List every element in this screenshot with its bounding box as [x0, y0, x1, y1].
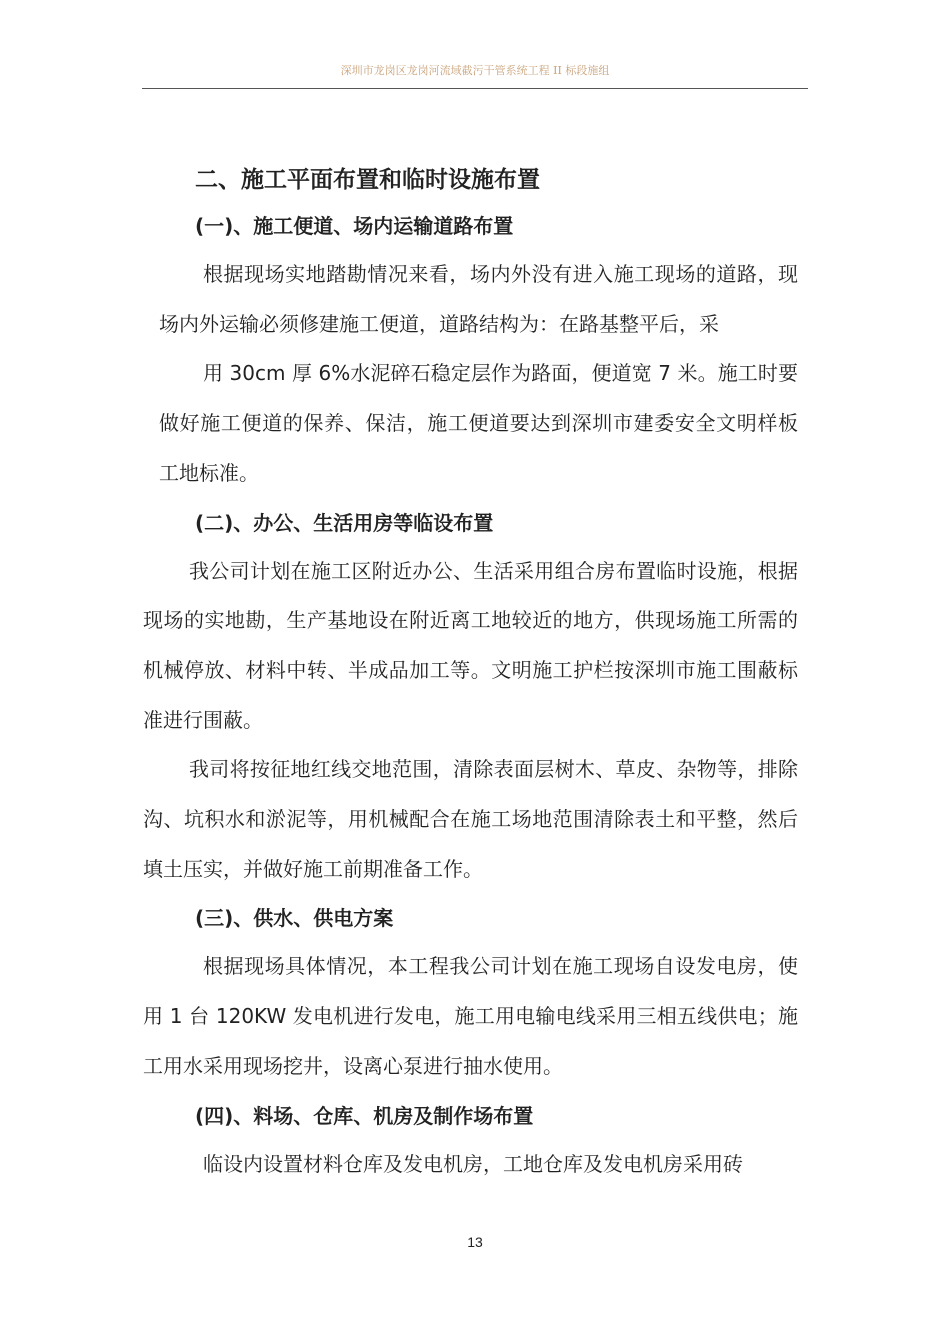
paragraph: 我司将按征地红线交地范围，清除表面层树木、草皮、杂物等，排除沟、坑积水和淤泥等，用机械配合在施工场地范围清除表土和平整，然后填土压实，并做好施工前期准备工作。 — [143, 757, 798, 881]
page-number: 13 — [467, 1234, 483, 1250]
subsection-heading-1: (一)、施工便道、场内运输道路布置 — [195, 214, 514, 238]
subsection-heading-4: (四)、料场、仓库、机房及制作场布置 — [195, 1103, 534, 1128]
paragraph: 根据现场具体情况，本工程我公司计划在施工现场自设发电房，使用 1 台 120KW 发电机进行发电，施工用电输电线采用三相五线供电；施工用水采用现场挖井，设离心泵进行抽水使用。 — [143, 954, 798, 1078]
subsection-heading-3: (三)、供水、供电方案 — [195, 906, 394, 931]
subsection-heading-2: (二)、办公、生活用房等临设布置 — [195, 510, 494, 535]
paragraph: 我公司计划在施工区附近办公、生活采用组合房布置临时设施，根据现场的实地勘，生产基地设在附近离工地较近的地方，供现场施工所需的机械停放、材料中转、半成品加工等。文明施工护栏按深圳市施工围蔽标准进行围蔽。 — [143, 558, 798, 732]
paragraph: 根据现场实地踏勘情况来看，场内外没有进入施工现场的道路，现场内外运输必须修建施工便道，道路结构为：在路基整平后，采 — [159, 262, 798, 336]
section-title: 二、施工平面布置和临时设施布置 — [195, 167, 540, 193]
paragraph: 临设内设置材料仓库及发电机房，工地仓库及发电机房采用砖 — [203, 1151, 743, 1176]
running-header: 深圳市龙岗区龙岗河流域截污干管系统工程 II 标段施组 — [340, 64, 610, 77]
header-divider — [142, 88, 808, 89]
document-body — [143, 158, 798, 1189]
paragraph: 用 30cm 厚 6%水泥碎石稳定层作为路面，便道宽 7 米。施工时要做好施工便道的保养、保洁，施工便道要达到深圳市建委安全文明样板工地标准。 — [159, 361, 798, 485]
